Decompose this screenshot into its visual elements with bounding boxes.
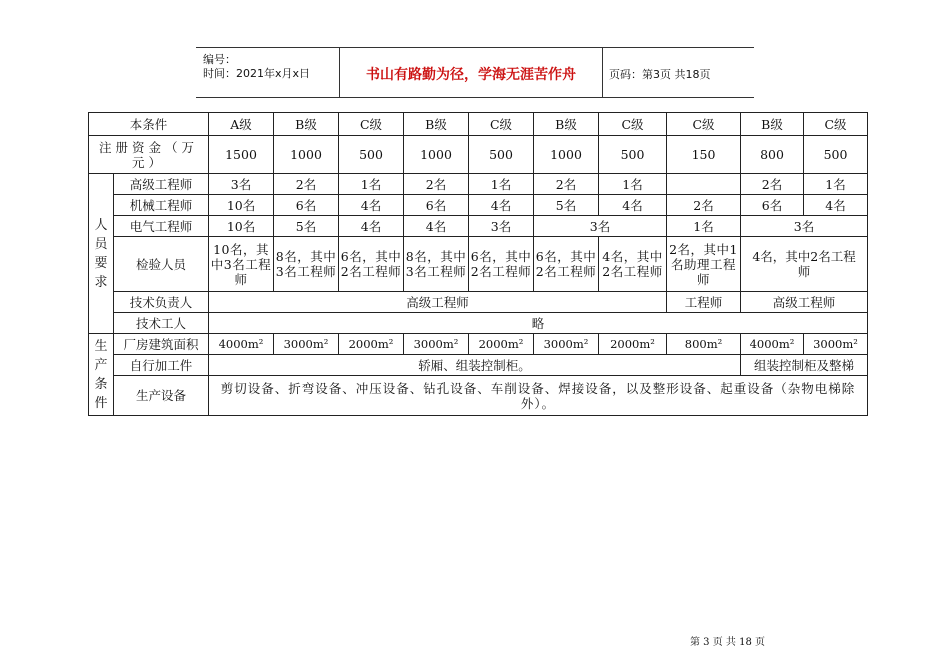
area-unit: m²: [377, 336, 394, 351]
technical-lead-cell: 高级工程师: [209, 292, 667, 313]
row-label: 自行加工件: [114, 355, 209, 376]
document-number-label: 编号：: [203, 53, 236, 66]
count-cell: 3名: [741, 216, 868, 237]
table-row-electrical-engineer: [89, 216, 868, 237]
area-value: 4000: [218, 336, 248, 351]
row-label: 检验人员: [114, 237, 209, 292]
count-cell: 4名: [339, 216, 404, 237]
area-cell: [469, 334, 534, 355]
area-cell: [339, 334, 404, 355]
row-label: 生产设备: [114, 376, 209, 416]
inspection-cell: 6名，其中2名工程师: [469, 237, 534, 292]
area-cell: [741, 334, 804, 355]
area-value: 3000: [283, 336, 313, 351]
grade-cell: A级: [209, 113, 274, 136]
header-center-cell: [340, 48, 603, 97]
capital-cell: 1000: [274, 136, 339, 174]
table-row-plant-area: [89, 334, 868, 355]
grade-cell: C级: [599, 113, 667, 136]
inspection-cell: 2名，其中1名助理工程师: [667, 237, 741, 292]
count-cell: 6名: [741, 195, 804, 216]
area-cell: [534, 334, 599, 355]
grade-cell: C级: [804, 113, 868, 136]
area-unit: m²: [778, 336, 795, 351]
count-cell: 10名: [209, 216, 274, 237]
footer-page-number: 第 3 页 共 18 页: [690, 637, 765, 648]
capital-cell: 500: [469, 136, 534, 174]
count-cell: 5名: [274, 216, 339, 237]
count-cell: 1名: [599, 174, 667, 195]
count-cell: 1名: [667, 216, 741, 237]
row-label: 技术工人: [114, 313, 209, 334]
capital-cell: 500: [804, 136, 868, 174]
header-right-cell: [603, 48, 754, 97]
count-cell: 2名: [404, 174, 469, 195]
grade-cell: B级: [741, 113, 804, 136]
inspection-cell: 4名，其中2名工程师: [741, 237, 868, 292]
grade-cell: C级: [667, 113, 741, 136]
table-row-inspection-staff: [89, 237, 868, 292]
table-row-mechanical-engineer: [89, 195, 868, 216]
grade-cell: B级: [274, 113, 339, 136]
table-row-technical-workers: [89, 313, 868, 334]
technical-lead-cell: 高级工程师: [741, 292, 868, 313]
row-label: 高级工程师: [114, 174, 209, 195]
area-cell: [209, 334, 274, 355]
capital-cell: 500: [599, 136, 667, 174]
inspection-cell: 8名，其中3名工程师: [404, 237, 469, 292]
capital-cell: 800: [741, 136, 804, 174]
production-group-label: 生产条件: [89, 334, 114, 416]
area-value: 2000: [478, 336, 508, 351]
count-cell: [667, 174, 741, 195]
capital-cell: 1000: [534, 136, 599, 174]
technical-lead-cell: 工程师: [667, 292, 741, 313]
area-value: 3000: [413, 336, 443, 351]
area-cell: [667, 334, 741, 355]
inspection-cell: 8名，其中3名工程师: [274, 237, 339, 292]
grade-cell: B级: [404, 113, 469, 136]
area-value: 2000: [610, 336, 640, 351]
row-label: 厂房建筑面积: [114, 334, 209, 355]
table-row-equipment: [89, 376, 868, 416]
equipment-cell: 剪切设备、折弯设备、冲压设备、钻孔设备、车削设备、焊接设备，以及整形设备、起重设备（杂物电梯除外）。: [209, 376, 868, 416]
count-cell: 2名: [534, 174, 599, 195]
self-processing-cell: 轿厢、组装控制柜。: [209, 355, 741, 376]
header-motto: 书山有路勤为径，学海无涯苦作舟: [366, 67, 576, 83]
row-label: 技术负责人: [114, 292, 209, 313]
count-cell: 4名: [804, 195, 868, 216]
count-cell: 5名: [534, 195, 599, 216]
grade-cell: B级: [534, 113, 599, 136]
document-date: 时间：2021年x月x日: [203, 67, 311, 80]
inspection-cell: 10名，其中3名工程师: [209, 237, 274, 292]
area-cell: [274, 334, 339, 355]
count-cell: 1名: [339, 174, 404, 195]
capital-label-cell: 注册资金（万元）: [89, 136, 209, 174]
page-header: [196, 47, 754, 98]
grade-cell: C级: [469, 113, 534, 136]
area-cell: [599, 334, 667, 355]
count-cell: 3名: [534, 216, 667, 237]
count-cell: 2名: [667, 195, 741, 216]
area-value: 3000: [543, 336, 573, 351]
area-value: 800: [684, 336, 707, 351]
count-cell: 10名: [209, 195, 274, 216]
header-left-cell: [196, 48, 340, 97]
area-unit: m²: [842, 336, 858, 351]
header-page-number: 页码：第3页 共18页: [609, 68, 711, 81]
area-unit: m²: [507, 336, 524, 351]
grade-cell: C级: [339, 113, 404, 136]
count-cell: 2名: [274, 174, 339, 195]
header-label-cell: 本条件: [89, 113, 209, 136]
area-value: 4000: [749, 336, 779, 351]
capital-cell: 500: [339, 136, 404, 174]
count-cell: 1名: [469, 174, 534, 195]
table-row-grades: [89, 113, 868, 136]
table-row-technical-lead: [89, 292, 868, 313]
area-unit: m²: [247, 336, 264, 351]
table-row-senior-engineer: [89, 174, 868, 195]
personnel-group-label: 人员要求: [89, 174, 114, 334]
count-cell: 4名: [599, 195, 667, 216]
capital-cell: 1000: [404, 136, 469, 174]
area-unit: m²: [442, 336, 459, 351]
count-cell: 6名: [404, 195, 469, 216]
count-cell: 2名: [741, 174, 804, 195]
count-cell: 4名: [339, 195, 404, 216]
area-unit: m²: [572, 336, 589, 351]
count-cell: 1名: [804, 174, 868, 195]
technical-workers-cell: 略: [209, 313, 868, 334]
area-unit: m²: [639, 336, 655, 351]
self-processing-cell: 组装控制柜及整梯: [741, 355, 868, 376]
area-value: 2000: [348, 336, 378, 351]
table-row-capital: [89, 136, 868, 174]
count-cell: 3名: [209, 174, 274, 195]
count-cell: 4名: [404, 216, 469, 237]
count-cell: 3名: [469, 216, 534, 237]
count-cell: 4名: [469, 195, 534, 216]
count-cell: 6名: [274, 195, 339, 216]
capital-cell: 150: [667, 136, 741, 174]
area-unit: m²: [706, 336, 723, 351]
inspection-cell: 6名，其中2名工程师: [339, 237, 404, 292]
inspection-cell: 6名，其中2名工程师: [534, 237, 599, 292]
area-cell: [404, 334, 469, 355]
row-label: 电气工程师: [114, 216, 209, 237]
area-cell: [804, 334, 868, 355]
capital-cell: 1500: [209, 136, 274, 174]
row-label: 机械工程师: [114, 195, 209, 216]
area-unit: m²: [312, 336, 329, 351]
inspection-cell: 4名，其中2名工程师: [599, 237, 667, 292]
qualification-table: [88, 112, 868, 416]
table-row-self-processing: [89, 355, 868, 376]
area-value: 3000: [813, 336, 843, 351]
